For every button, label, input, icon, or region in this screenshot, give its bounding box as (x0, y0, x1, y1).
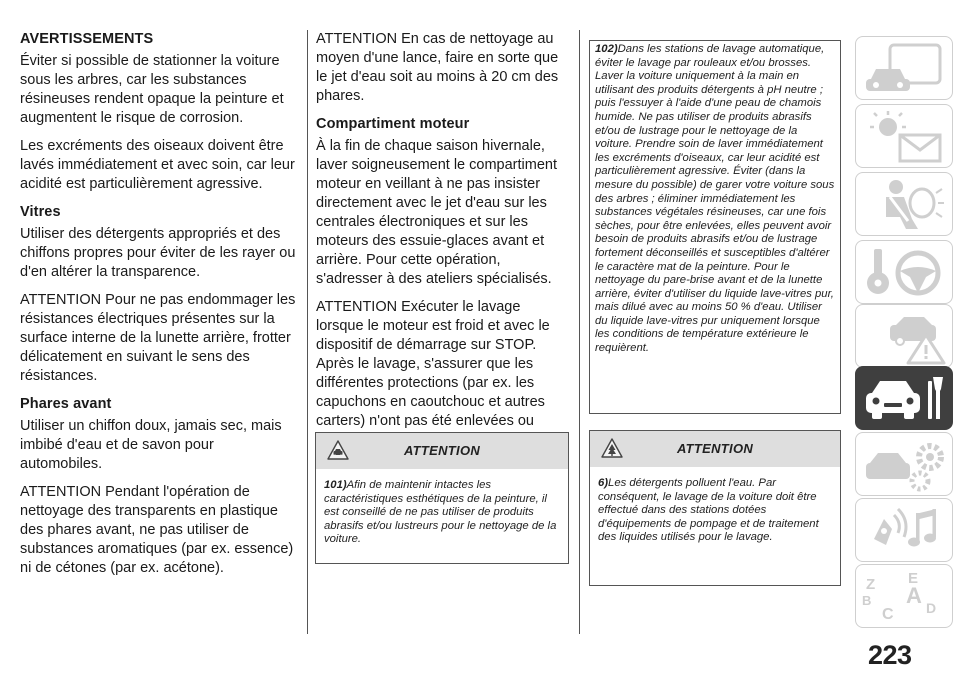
tab-maintenance[interactable] (855, 366, 953, 430)
middle-column (316, 30, 570, 459)
column-divider (579, 30, 580, 634)
heading-windows: Vitres (20, 204, 61, 220)
car-dashboard-icon (856, 37, 954, 101)
paragraph: ATTENTION Pendant l'opération de nettoyage des transparents en plastique des phares avant, ne pas utiliser de substances aromatiques (par ex. essence) ni de cétones (par ex. acétone). (20, 484, 294, 576)
key-steering-wheel-icon (856, 241, 954, 305)
paragraph: ATTENTION Pour ne pas endommager les résistances électriques présentes sur la surface interne de la lunette arrière, frotter délicatement en suivant le sens des résistances. (20, 292, 296, 384)
warning-text: Les détergents polluent l'eau. Par conséquent, le lavage de la voiture doit être effectué dans des stations dotées d'équipements de pompage et de traitement des liquides utilisés pour le lavage. (598, 477, 819, 544)
note-text: Dans les stations de lavage automatique, éviter le lavage par rouleaux et/ou brosses. Laver la voiture uniquement à la main en utilisant des produits détergents à pH neutre ; puis l'essuyer à l'aide d'une peau de chamois humide. Ne pas utiliser de produits abrasifs et/ou de lustrage pour le nettoyage de la voiture. Prendre soin de laver immédiatement les excréments d'oiseaux, car leur acidité est particulièrement agressive. Éviter (dans la mesure du possible) de garer votre voiture sous des arbres ; éliminer immédiatement les substances végétales résineuses, car une fois sèches, pour être enlevées, elles peuvent avoir besoin de produits abrasifs et/ou de lustrage fortement déconseillés et susceptibles d'altérer le caractère mat de la peinture. Pour le nettoyage du pare-brise avant et de la lunette arrière, éviter d'utiliser du liquide lave-vitres pur, mais dilué avec au moins 50 % d'eau. Utiliser du liquide lave-vitres pur uniquement lorsque les conditions de température extérieure le requièrent. (595, 43, 835, 355)
tab-multimedia[interactable] (855, 498, 953, 562)
note-reference: 102) (595, 43, 618, 55)
warning-header (590, 431, 840, 467)
environment-tree-icon (600, 437, 624, 466)
note-box-102 (589, 40, 841, 414)
paragraph: ATTENTION En cas de nettoyage au moyen d'une lance, faire en sorte que le jet d'eau soit au moins à 20 cm des phares. (316, 31, 559, 104)
note-reference: 101) (324, 479, 347, 491)
tab-technical-data[interactable] (855, 432, 953, 496)
note-body (590, 41, 840, 360)
index-letter: E (908, 570, 919, 587)
car-warning-triangle-icon (856, 305, 954, 369)
car-wrench-icon (856, 367, 954, 431)
tab-car-dashboard[interactable] (855, 36, 953, 100)
paragraph: Les excréments des oiseaux doivent être lavés immédiatement et avec soin, car leur acidité est particulièrement agressive. (20, 138, 295, 192)
tab-index[interactable] (855, 564, 953, 628)
index-letter: B (862, 593, 872, 608)
index-letter: Z (866, 576, 876, 593)
column-divider (307, 30, 308, 634)
tab-safety[interactable] (855, 172, 953, 236)
multimedia-music-icon (856, 499, 954, 563)
car-warning-icon (326, 439, 350, 468)
tab-warning-lights[interactable] (855, 104, 953, 168)
paragraph: Utiliser des détergents appropriés et des chiffons propres pour éviter de les rayer ou d'en altérer la transparence. (20, 226, 296, 280)
index-letter: A (906, 583, 922, 608)
paragraph: Utiliser un chiffon doux, jamais sec, mais imbibé d'eau et de savon pour automobiles. (20, 418, 282, 472)
index-letter: D (926, 600, 937, 616)
car-gears-icon (856, 433, 954, 497)
heading-headlights: Phares avant (20, 396, 112, 412)
index-letter: C (882, 606, 894, 623)
warning-body (590, 467, 840, 553)
paragraph: ATTENTION Exécuter le lavage lorsque le moteur est froid et avec le dispositif de démarrage sur STOP. Après le lavage, s'assurer que les différentes protections (par ex. les capuchons en caoutchouc et autres carters) n'ont pas été enlevées ou (316, 299, 550, 429)
tab-starting-driving[interactable] (855, 240, 953, 304)
tab-emergency[interactable] (855, 304, 953, 368)
warning-text: Afin de maintenir intactes les caractéristiques esthétiques de la peinture, il est conseillé de ne pas utiliser de produits abrasifs et/ou lustreurs pour le nettoyage de la voiture. (324, 479, 557, 546)
heading-engine-compartment: Compartiment moteur (316, 116, 470, 132)
airbag-seatbelt-icon (856, 173, 954, 237)
alphabet-index-icon (856, 565, 954, 629)
warning-title: ATTENTION (403, 443, 481, 459)
left-column (20, 30, 296, 587)
page-number: 223 (868, 640, 912, 670)
warning-body (316, 469, 568, 555)
warning-box-car (315, 432, 569, 564)
warning-box-environment (589, 430, 841, 586)
paragraph: À la fin de chaque saison hivernale, laver soigneusement le compartiment moteur en veillant à ne pas insister directement avec le jet d'eau sur les centrales électroniques et sur les moteurs des essuie-glaces avant et arrière. Pour cette opération, s'adresser à des ateliers spécialisés. (316, 138, 557, 287)
heading-warnings: AVERTISSEMENTS (20, 31, 154, 47)
paragraph: Éviter si possible de stationner la voiture sous les arbres, car les substances résineuses rendent opaque la peinture et augmentent le risque de corrosion. (20, 53, 284, 126)
warning-header (316, 433, 568, 469)
warning-title: ATTENTION (676, 441, 754, 457)
warning-lights-message-icon (856, 105, 954, 169)
note-reference: 6) (598, 477, 609, 489)
